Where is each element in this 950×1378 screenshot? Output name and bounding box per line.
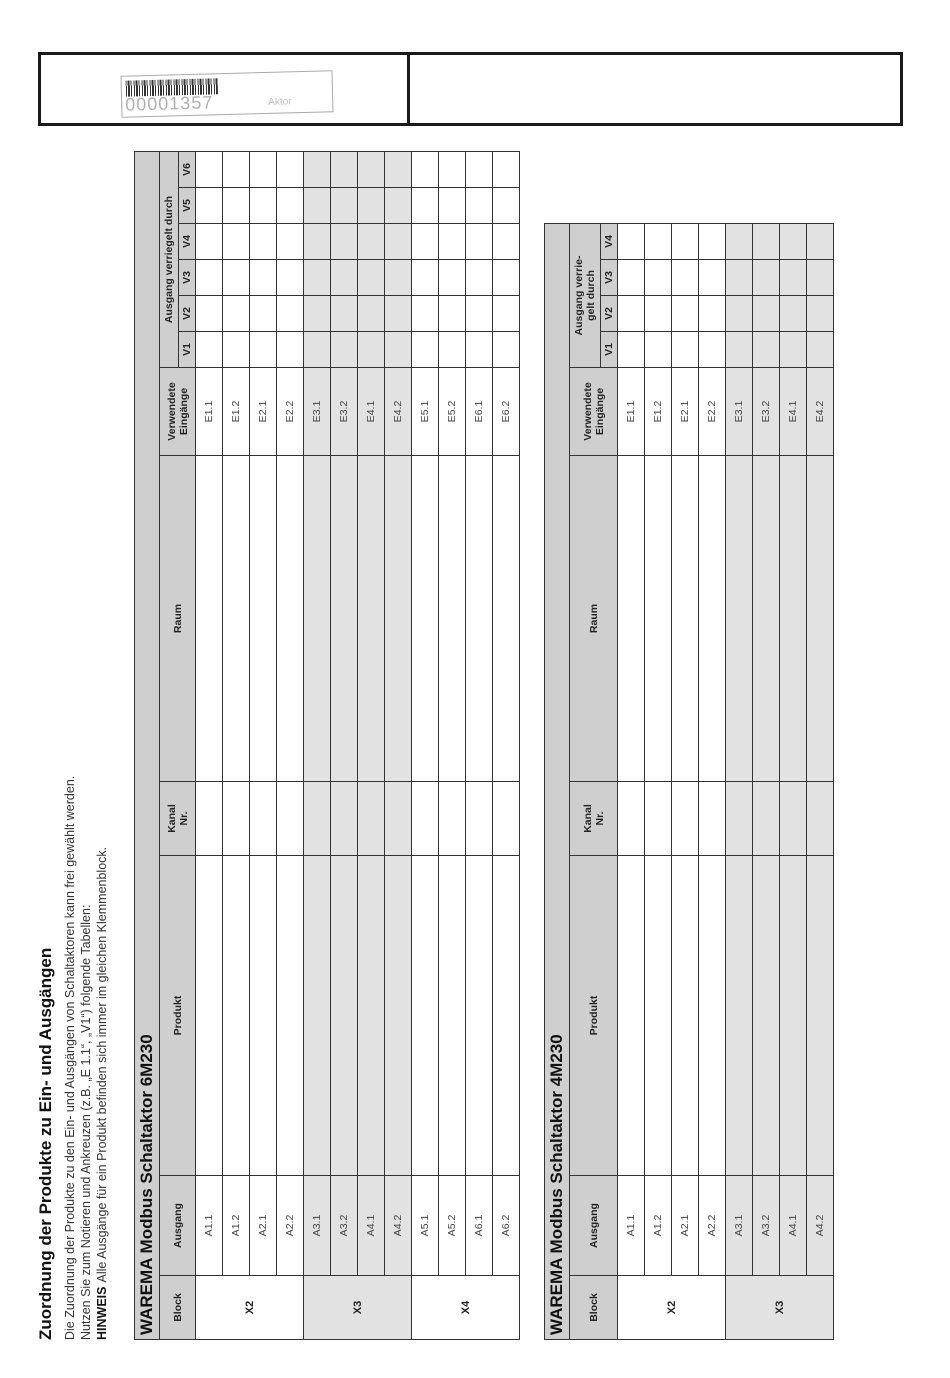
lock-cell-v6[interactable] <box>466 152 493 188</box>
kanal-cell[interactable] <box>196 782 223 856</box>
col-block: Block <box>570 1276 618 1340</box>
kanal-cell[interactable] <box>250 782 277 856</box>
table-6m230 <box>134 151 520 1340</box>
lock-cell-v2[interactable] <box>618 296 645 332</box>
kanal-cell[interactable] <box>645 782 672 856</box>
table-row <box>753 224 780 1340</box>
produkt-cell[interactable] <box>618 856 645 1176</box>
lock-cell-v1[interactable] <box>223 332 250 368</box>
lock-cell-v2[interactable] <box>223 296 250 332</box>
label-tag: Aktor <box>268 96 292 108</box>
lock-cell-v1[interactable] <box>493 332 520 368</box>
produkt-cell[interactable] <box>223 856 250 1176</box>
produkt-cell[interactable] <box>672 856 699 1176</box>
lock-cell-v6[interactable] <box>304 152 331 188</box>
ausgang-cell: A3.1 <box>726 1176 753 1276</box>
intro-text <box>62 776 110 1340</box>
col-v2: V2 <box>601 296 618 332</box>
lock-cell-v2[interactable] <box>250 296 277 332</box>
eingang-cell: E2.2 <box>699 368 726 456</box>
lock-cell-v1[interactable] <box>385 332 412 368</box>
lock-cell-v1[interactable] <box>645 332 672 368</box>
lock-cell-v5[interactable] <box>304 188 331 224</box>
lock-cell-v1[interactable] <box>277 332 304 368</box>
lock-cell-v4[interactable] <box>726 224 753 260</box>
eingang-cell: E2.1 <box>672 368 699 456</box>
col-raum: Raum <box>160 456 196 782</box>
produkt-cell[interactable] <box>304 856 331 1176</box>
lock-cell-v6[interactable] <box>385 152 412 188</box>
lock-cell-v3[interactable] <box>672 260 699 296</box>
lock-cell-v2[interactable] <box>672 296 699 332</box>
lock-cell-v3[interactable] <box>223 260 250 296</box>
block-label: X4 <box>412 1276 520 1340</box>
kanal-cell[interactable] <box>618 782 645 856</box>
page-title: Zuordnung der Produkte zu Ein- und Ausgängen <box>36 947 55 1340</box>
table-row <box>358 152 385 1340</box>
table-row <box>385 152 412 1340</box>
raum-cell[interactable] <box>780 456 807 782</box>
lock-cell-v3[interactable] <box>466 260 493 296</box>
lock-cell-v1[interactable] <box>780 332 807 368</box>
eingang-cell: E5.2 <box>439 368 466 456</box>
raum-cell[interactable] <box>412 456 439 782</box>
lock-cell-v6[interactable] <box>331 152 358 188</box>
produkt-cell[interactable] <box>466 856 493 1176</box>
lock-cell-v3[interactable] <box>439 260 466 296</box>
eingang-cell: E6.1 <box>466 368 493 456</box>
lock-cell-v4[interactable] <box>385 224 412 260</box>
eingang-cell: E1.1 <box>196 368 223 456</box>
table-6m230-title: WAREMA Modbus Schaltaktor 6M230 <box>134 151 159 1340</box>
lock-cell-v2[interactable] <box>780 296 807 332</box>
block-label: X3 <box>304 1276 412 1340</box>
produkt-cell[interactable] <box>358 856 385 1176</box>
ausgang-cell: A4.1 <box>780 1176 807 1276</box>
table-row <box>304 152 331 1340</box>
col-v2: V2 <box>179 296 196 332</box>
lock-cell-v2[interactable] <box>412 296 439 332</box>
lock-cell-v4[interactable] <box>277 224 304 260</box>
lock-cell-v3[interactable] <box>753 260 780 296</box>
col-v1: V1 <box>179 332 196 368</box>
lock-cell-v4[interactable] <box>645 224 672 260</box>
lock-cell-v1[interactable] <box>412 332 439 368</box>
lock-cell-v4[interactable] <box>331 224 358 260</box>
raum-cell[interactable] <box>699 456 726 782</box>
raum-cell[interactable] <box>250 456 277 782</box>
lock-cell-v3[interactable] <box>807 260 834 296</box>
col-lock: Ausgang verriegelt durch <box>160 152 179 368</box>
eingang-cell: E4.2 <box>807 368 834 456</box>
lock-cell-v3[interactable] <box>699 260 726 296</box>
lock-cell-v3[interactable] <box>618 260 645 296</box>
raum-cell[interactable] <box>385 456 412 782</box>
produkt-cell[interactable] <box>196 856 223 1176</box>
produkt-cell[interactable] <box>250 856 277 1176</box>
raum-cell[interactable] <box>277 456 304 782</box>
lock-cell-v2[interactable] <box>331 296 358 332</box>
lock-cell-v5[interactable] <box>385 188 412 224</box>
ausgang-cell: A1.1 <box>618 1176 645 1276</box>
lock-cell-v6[interactable] <box>439 152 466 188</box>
lock-cell-v2[interactable] <box>753 296 780 332</box>
col-v6: V6 <box>179 152 196 188</box>
lock-cell-v5[interactable] <box>331 188 358 224</box>
produkt-cell[interactable] <box>331 856 358 1176</box>
lock-cell-v6[interactable] <box>277 152 304 188</box>
kanal-cell[interactable] <box>277 782 304 856</box>
ausgang-cell: A2.2 <box>277 1176 304 1276</box>
lock-cell-v1[interactable] <box>726 332 753 368</box>
lock-cell-v2[interactable] <box>807 296 834 332</box>
raum-cell[interactable] <box>439 456 466 782</box>
lock-cell-v3[interactable] <box>304 260 331 296</box>
kanal-cell[interactable] <box>672 782 699 856</box>
col-ausgang: Ausgang <box>570 1176 618 1276</box>
lock-cell-v2[interactable] <box>304 296 331 332</box>
note-text: Alle Ausgänge für ein Produkt befinden sich immer im gleichen Klemmenblock. <box>95 846 109 1283</box>
lock-cell-v1[interactable] <box>439 332 466 368</box>
ausgang-cell: A2.1 <box>250 1176 277 1276</box>
kanal-cell[interactable] <box>412 782 439 856</box>
lock-cell-v4[interactable] <box>780 224 807 260</box>
lock-cell-v4[interactable] <box>412 224 439 260</box>
lock-cell-v5[interactable] <box>466 188 493 224</box>
lock-cell-v4[interactable] <box>196 224 223 260</box>
table-row <box>493 152 520 1340</box>
raum-cell[interactable] <box>753 456 780 782</box>
lock-cell-v2[interactable] <box>358 296 385 332</box>
raum-cell[interactable] <box>196 456 223 782</box>
lock-cell-v6[interactable] <box>412 152 439 188</box>
lock-cell-v6[interactable] <box>358 152 385 188</box>
eingang-cell: E4.1 <box>780 368 807 456</box>
produkt-cell[interactable] <box>645 856 672 1176</box>
produkt-cell[interactable] <box>780 856 807 1176</box>
eingang-cell: E3.1 <box>726 368 753 456</box>
table-row <box>726 224 753 1340</box>
table-row <box>331 152 358 1340</box>
kanal-cell[interactable] <box>466 782 493 856</box>
ausgang-cell: A6.2 <box>493 1176 520 1276</box>
ausgang-cell: A1.2 <box>645 1176 672 1276</box>
col-kanal: Kanal Nr. <box>570 782 618 856</box>
ausgang-cell: A5.1 <box>412 1176 439 1276</box>
kanal-cell[interactable] <box>304 782 331 856</box>
lock-cell-v3[interactable] <box>412 260 439 296</box>
lock-cell-v2[interactable] <box>726 296 753 332</box>
raum-cell[interactable] <box>645 456 672 782</box>
lock-cell-v3[interactable] <box>277 260 304 296</box>
raum-cell[interactable] <box>618 456 645 782</box>
table-row <box>466 152 493 1340</box>
lock-cell-v2[interactable] <box>699 296 726 332</box>
col-v4: V4 <box>179 224 196 260</box>
lock-cell-v3[interactable] <box>780 260 807 296</box>
lock-cell-v3[interactable] <box>250 260 277 296</box>
ausgang-cell: A4.2 <box>385 1176 412 1276</box>
raum-cell[interactable] <box>807 456 834 782</box>
lock-cell-v1[interactable] <box>466 332 493 368</box>
block-label: X2 <box>618 1276 726 1340</box>
lock-cell-v4[interactable] <box>223 224 250 260</box>
intro-line-2: Nutzen Sie zum Notieren und Ankreuzen (z.B. „E 1.1“, „V1“) folgende Tabellen: <box>79 904 93 1340</box>
kanal-cell[interactable] <box>493 782 520 856</box>
ausgang-cell: A2.2 <box>699 1176 726 1276</box>
produkt-cell[interactable] <box>753 856 780 1176</box>
lock-cell-v1[interactable] <box>807 332 834 368</box>
lock-cell-v2[interactable] <box>196 296 223 332</box>
col-v4: V4 <box>601 224 618 260</box>
lock-cell-v4[interactable] <box>672 224 699 260</box>
lock-cell-v4[interactable] <box>466 224 493 260</box>
raum-cell[interactable] <box>466 456 493 782</box>
lock-cell-v4[interactable] <box>618 224 645 260</box>
table-row <box>807 224 834 1340</box>
raum-cell[interactable] <box>304 456 331 782</box>
eingang-cell: E2.1 <box>250 368 277 456</box>
lock-cell-v2[interactable] <box>493 296 520 332</box>
raum-cell[interactable] <box>331 456 358 782</box>
eingang-cell: E3.2 <box>331 368 358 456</box>
produkt-cell[interactable] <box>726 856 753 1176</box>
serial-number: 00001357 <box>124 92 214 115</box>
table-row <box>196 152 223 1340</box>
ausgang-cell: A4.1 <box>358 1176 385 1276</box>
eingang-cell: E1.2 <box>645 368 672 456</box>
produkt-cell[interactable] <box>412 856 439 1176</box>
eingang-cell: E6.2 <box>493 368 520 456</box>
produkt-cell[interactable] <box>385 856 412 1176</box>
eingang-cell: E4.1 <box>358 368 385 456</box>
eingang-cell: E3.2 <box>753 368 780 456</box>
produkt-cell[interactable] <box>439 856 466 1176</box>
kanal-cell[interactable] <box>358 782 385 856</box>
produkt-cell[interactable] <box>493 856 520 1176</box>
lock-cell-v3[interactable] <box>385 260 412 296</box>
table-row <box>780 224 807 1340</box>
table-row <box>699 224 726 1340</box>
kanal-cell[interactable] <box>223 782 250 856</box>
eingang-cell: E3.1 <box>304 368 331 456</box>
lock-cell-v4[interactable] <box>493 224 520 260</box>
lock-cell-v3[interactable] <box>493 260 520 296</box>
col-raum: Raum <box>570 456 618 782</box>
ausgang-cell: A1.1 <box>196 1176 223 1276</box>
lock-cell-v6[interactable] <box>250 152 277 188</box>
col-eingaenge: Verwendete Eingänge <box>570 368 618 456</box>
col-v3: V3 <box>601 260 618 296</box>
eingang-cell: E1.1 <box>618 368 645 456</box>
lock-cell-v6[interactable] <box>196 152 223 188</box>
lock-cell-v1[interactable] <box>358 332 385 368</box>
note-label: HINWEIS <box>95 1286 109 1340</box>
kanal-cell[interactable] <box>753 782 780 856</box>
lock-cell-v6[interactable] <box>223 152 250 188</box>
lock-cell-v2[interactable] <box>466 296 493 332</box>
kanal-cell[interactable] <box>726 782 753 856</box>
lock-cell-v5[interactable] <box>493 188 520 224</box>
lock-cell-v2[interactable] <box>439 296 466 332</box>
lock-cell-v2[interactable] <box>645 296 672 332</box>
lock-cell-v1[interactable] <box>618 332 645 368</box>
lock-cell-v6[interactable] <box>493 152 520 188</box>
lock-cell-v2[interactable] <box>277 296 304 332</box>
lock-cell-v4[interactable] <box>250 224 277 260</box>
ausgang-cell: A6.1 <box>466 1176 493 1276</box>
lock-cell-v5[interactable] <box>412 188 439 224</box>
col-ausgang: Ausgang <box>160 1176 196 1276</box>
produkt-cell[interactable] <box>277 856 304 1176</box>
kanal-cell[interactable] <box>331 782 358 856</box>
block-label: X3 <box>726 1276 834 1340</box>
produkt-cell[interactable] <box>699 856 726 1176</box>
col-v1: V1 <box>601 332 618 368</box>
kanal-cell[interactable] <box>699 782 726 856</box>
lock-cell-v4[interactable] <box>304 224 331 260</box>
lock-cell-v4[interactable] <box>439 224 466 260</box>
intro-note <box>94 776 110 1340</box>
rotated-page <box>0 40 826 1340</box>
lock-cell-v4[interactable] <box>358 224 385 260</box>
col-lock: Ausgang verrie- gelt durch <box>570 224 601 368</box>
ausgang-cell: A3.1 <box>304 1176 331 1276</box>
kanal-cell[interactable] <box>807 782 834 856</box>
lock-cell-v3[interactable] <box>196 260 223 296</box>
lock-cell-v3[interactable] <box>358 260 385 296</box>
table-row <box>412 152 439 1340</box>
eingang-cell: E4.2 <box>385 368 412 456</box>
col-kanal: Kanal Nr. <box>160 782 196 856</box>
lock-cell-v1[interactable] <box>196 332 223 368</box>
table-4m230 <box>544 223 834 1340</box>
raum-cell[interactable] <box>493 456 520 782</box>
raum-cell[interactable] <box>358 456 385 782</box>
kanal-cell[interactable] <box>385 782 412 856</box>
lock-cell-v1[interactable] <box>250 332 277 368</box>
col-produkt: Produkt <box>160 856 196 1176</box>
lock-cell-v3[interactable] <box>331 260 358 296</box>
col-produkt: Produkt <box>570 856 618 1176</box>
eingang-cell: E1.2 <box>223 368 250 456</box>
col-v5: V5 <box>179 188 196 224</box>
lock-cell-v4[interactable] <box>753 224 780 260</box>
kanal-cell[interactable] <box>439 782 466 856</box>
lock-cell-v1[interactable] <box>753 332 780 368</box>
ausgang-cell: A4.2 <box>807 1176 834 1276</box>
table-row <box>277 152 304 1340</box>
lock-cell-v4[interactable] <box>807 224 834 260</box>
lock-cell-v1[interactable] <box>304 332 331 368</box>
lock-cell-v5[interactable] <box>223 188 250 224</box>
intro-line-1: Die Zuordnung der Produkte zu den Ein- und Ausgängen von Schaltaktoren kann frei gewählt werden. <box>63 775 77 1340</box>
ausgang-cell: A5.2 <box>439 1176 466 1276</box>
raum-cell[interactable] <box>223 456 250 782</box>
table-row <box>250 152 277 1340</box>
ausgang-cell: A3.2 <box>753 1176 780 1276</box>
table-4m230-title: WAREMA Modbus Schaltaktor 4M230 <box>544 223 569 1340</box>
ausgang-cell: A3.2 <box>331 1176 358 1276</box>
block-label: X2 <box>196 1276 304 1340</box>
col-block: Block <box>160 1276 196 1340</box>
eingang-cell: E2.2 <box>277 368 304 456</box>
lock-cell-v2[interactable] <box>385 296 412 332</box>
produkt-cell[interactable] <box>807 856 834 1176</box>
col-v3: V3 <box>179 260 196 296</box>
lock-cell-v3[interactable] <box>726 260 753 296</box>
table-row <box>618 224 645 1340</box>
col-eingaenge: Verwendete Eingänge <box>160 368 196 456</box>
kanal-cell[interactable] <box>780 782 807 856</box>
table-row <box>672 224 699 1340</box>
eingang-cell: E5.1 <box>412 368 439 456</box>
lock-cell-v4[interactable] <box>699 224 726 260</box>
lock-cell-v5[interactable] <box>196 188 223 224</box>
lock-cell-v1[interactable] <box>672 332 699 368</box>
lock-cell-v5[interactable] <box>277 188 304 224</box>
lock-cell-v1[interactable] <box>699 332 726 368</box>
table-row <box>439 152 466 1340</box>
raum-cell[interactable] <box>726 456 753 782</box>
lock-cell-v5[interactable] <box>250 188 277 224</box>
raum-cell[interactable] <box>672 456 699 782</box>
lock-cell-v1[interactable] <box>331 332 358 368</box>
lock-cell-v5[interactable] <box>358 188 385 224</box>
table-row <box>645 224 672 1340</box>
ausgang-cell: A2.1 <box>672 1176 699 1276</box>
table-row <box>223 152 250 1340</box>
ausgang-cell: A1.2 <box>223 1176 250 1276</box>
lock-cell-v5[interactable] <box>439 188 466 224</box>
lock-cell-v3[interactable] <box>645 260 672 296</box>
